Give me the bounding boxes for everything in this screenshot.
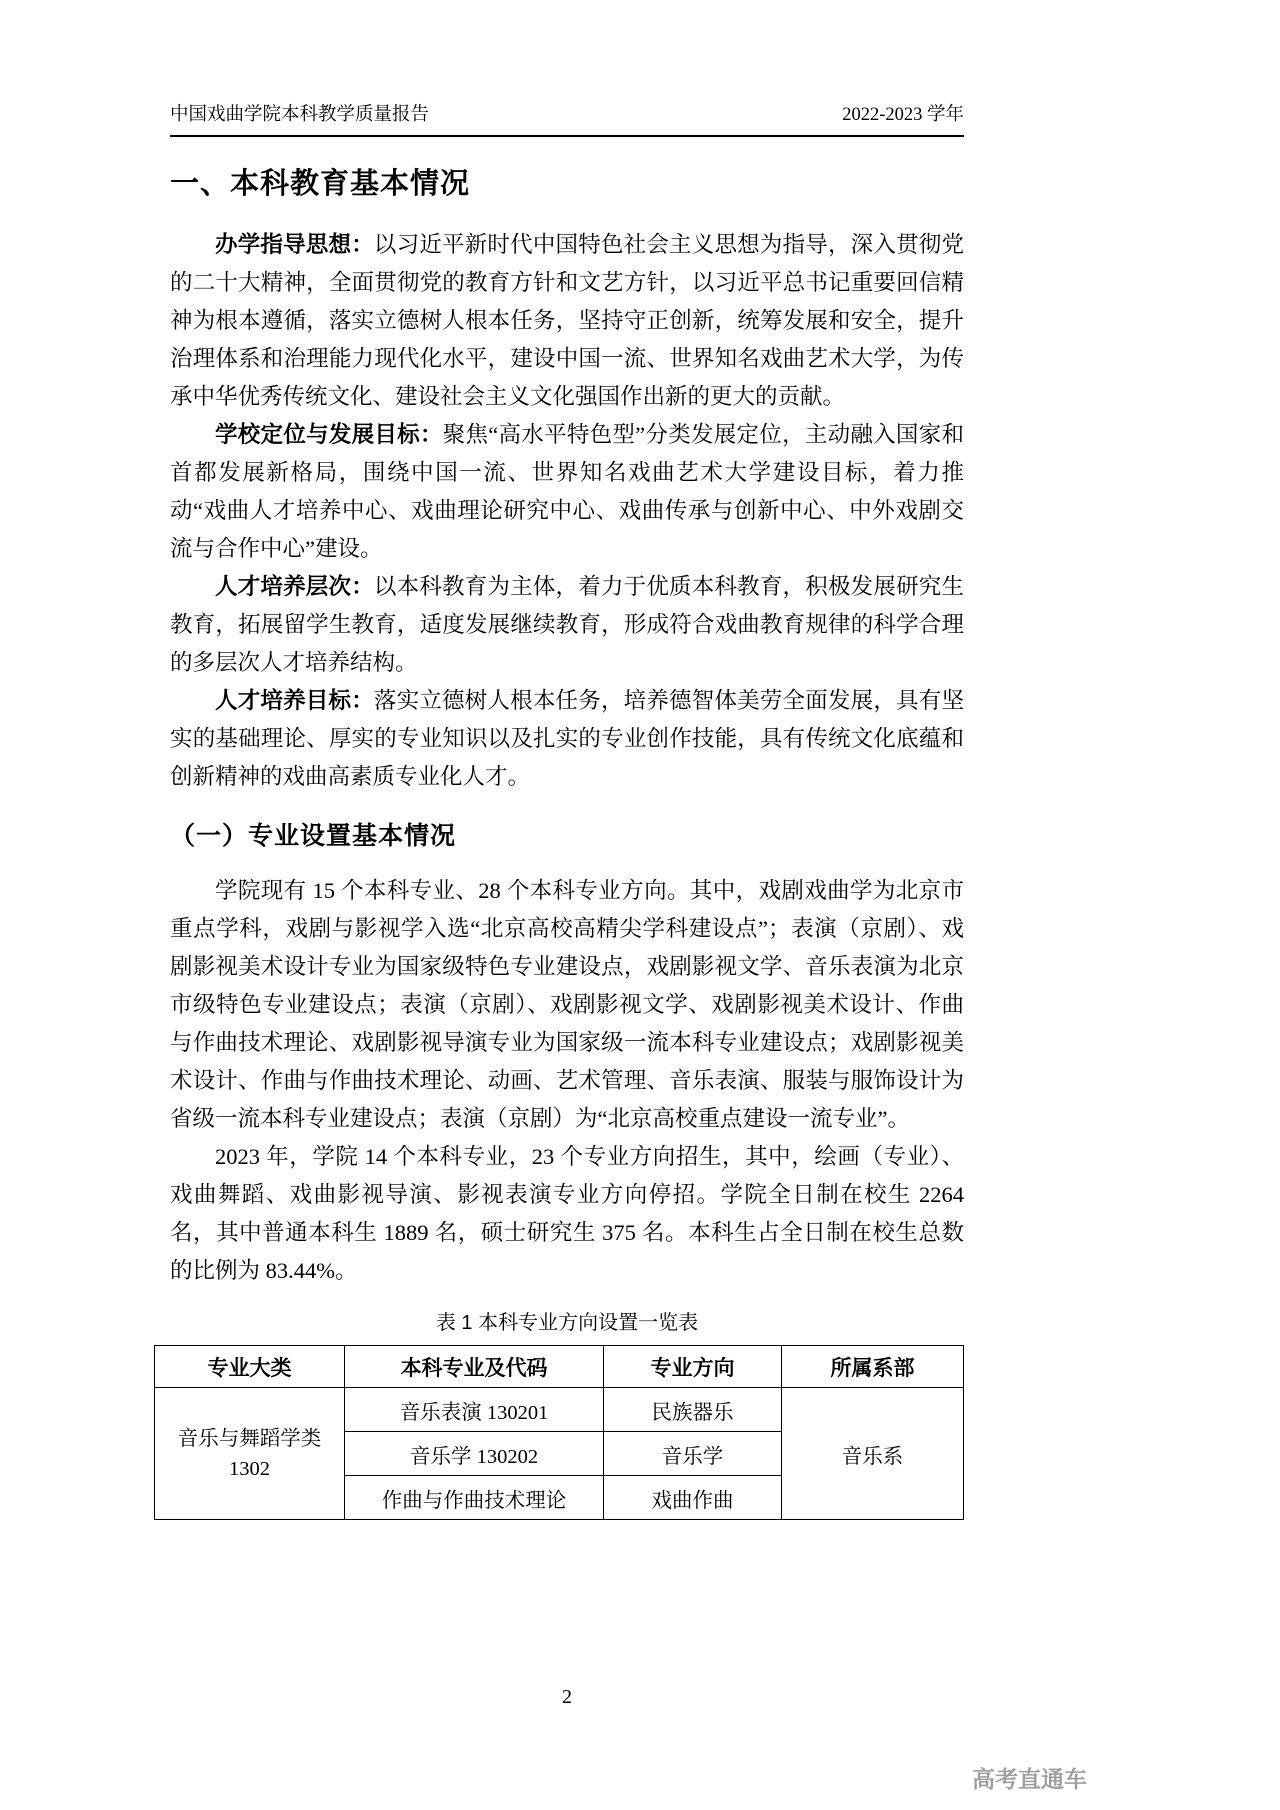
page-number: 2	[562, 1686, 572, 1708]
paragraph-positioning-goals	[170, 416, 964, 568]
table-row	[155, 1388, 964, 1432]
paragraph-text: 落实立德树人根本任务，培养德智体美劳全面发展，具有坚实的基础理论、厚实的专业知识以及扎实的专业创作技能，具有传统文化底蕴和创新精神的戏曲高素质专业化人才。	[170, 688, 964, 789]
paragraph-guiding-ideology	[170, 226, 964, 416]
paragraph-label: 人才培养目标：	[215, 688, 374, 713]
watermark: 高考直通车	[972, 1766, 1087, 1792]
table-caption: 表 1 本科专业方向设置一览表	[435, 1312, 699, 1334]
header-academic-year: 2022-2023 学年	[842, 105, 964, 125]
department-cell: 音乐系	[781, 1388, 963, 1520]
major-category-code: 1302	[229, 1457, 271, 1480]
direction-cell: 音乐学	[603, 1432, 781, 1476]
table-header-row	[155, 1346, 964, 1388]
header-major-and-code: 本科专业及代码	[345, 1346, 604, 1388]
header-major-category: 专业大类	[155, 1346, 345, 1388]
major-cell: 作曲与作曲技术理论	[345, 1476, 604, 1520]
header-major-direction: 专业方向	[603, 1346, 781, 1388]
majors-table	[154, 1345, 964, 1520]
paragraph-text: 以习近平新时代中国特色社会主义思想为指导，深入贯彻党的二十大精神，全面贯彻党的教育方针和文艺方针，以习近平总书记重要回信精神为根本遵循，落实立德树人根本任务，坚持守正创新，统筹发展和安全，提升治理体系和治理能力现代化水平，建设中国一流、世界知名戏曲艺术大学，为传承中华优秀传统文化、建设社会主义文化强国作出新的更大的贡献。	[170, 232, 964, 409]
subsection-title: （一）专业设置基本情况	[170, 822, 457, 850]
paragraph-label: 学校定位与发展目标：	[215, 422, 443, 447]
direction-cell: 民族器乐	[603, 1388, 781, 1432]
paragraph-majors-overview: 学院现有 15 个本科专业、28 个本科专业方向。其中，戏剧戏曲学为北京市重点学科，戏剧与影视学入选“北京高校高精尖学科建设点”；表演（京剧）、戏剧影视美术设计专业为国家级特色专业建设点，戏剧影视文学、音乐表演为北京市级特色专业建设点；表演（京剧）、戏剧影视文学、戏剧影视美术设计、作曲与作曲技术理论、戏剧影视导演专业为国家级一流本科专业建设点；戏剧影视美术设计、作曲与作曲技术理论、动画、艺术管理、音乐表演、服装与服饰设计为省级一流本科专业建设点；表演（京剧）为“北京高校重点建设一流专业”。	[170, 878, 964, 1131]
content-area	[170, 100, 964, 1520]
page-header	[170, 100, 964, 137]
paragraph-text: 聚焦“高水平特色型”分类发展定位，主动融入国家和首都发展新格局，围绕中国一流、世界知名戏曲艺术大学建设目标，着力推动“戏曲人才培养中心、戏曲理论研究中心、戏曲传承与创新中心、中外戏剧交流与合作中心”建设。	[170, 422, 964, 561]
paragraph-text: 以本科教育为主体，着力于优质本科教育，积极发展研究生教育，拓展留学生教育，适度发展继续教育，形成符合戏曲教育规律的科学合理的多层次人才培养结构。	[170, 574, 964, 675]
major-cell: 音乐表演 130201	[345, 1388, 604, 1432]
section-title: 一、本科教育基本情况	[170, 168, 471, 200]
header-report-title: 中国戏曲学院本科教学质量报告	[170, 105, 430, 125]
direction-cell: 戏曲作曲	[603, 1476, 781, 1520]
paragraph-label: 办学指导思想：	[215, 232, 374, 257]
major-category-name: 音乐与舞蹈学类	[177, 1427, 322, 1450]
major-cell: 音乐学 130202	[345, 1432, 604, 1476]
paragraph-training-objectives	[170, 682, 964, 796]
major-category-cell	[155, 1388, 345, 1520]
header-department: 所属系部	[781, 1346, 963, 1388]
paragraph-training-levels	[170, 568, 964, 682]
paragraph-label: 人才培养层次：	[215, 574, 374, 599]
paragraph-enrollment-2023: 2023 年，学院 14 个本科专业，23 个专业方向招生，其中，绘画（专业）、戏曲舞蹈、戏曲影视导演、影视表演专业方向停招。学院全日制在校生 2264 名，其中普通本科生 1889 名，硕士研究生 375 名。本科生占全日制在校生总数的比例为 83.44%。	[170, 1144, 964, 1283]
